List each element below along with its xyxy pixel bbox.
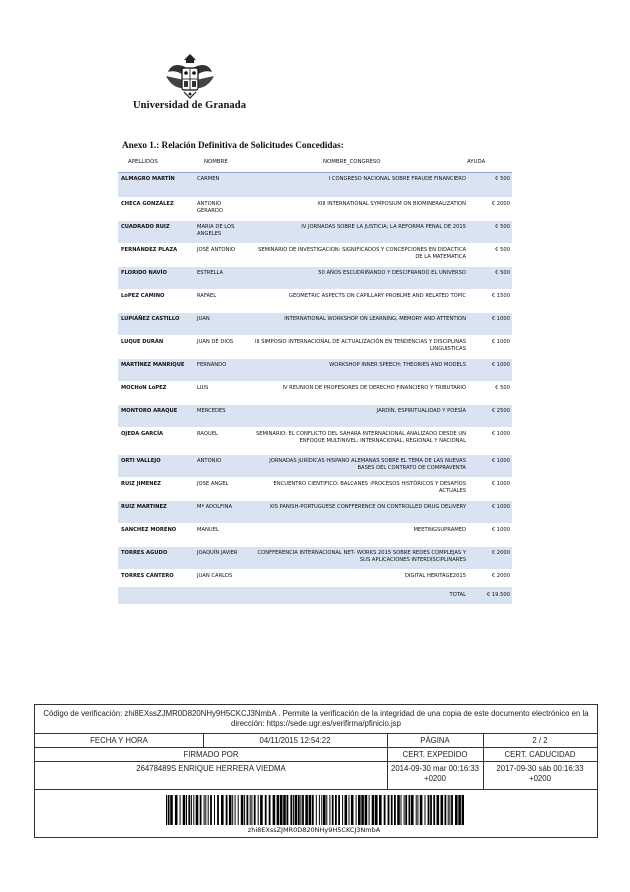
cell-congreso: III SIMPOSIO INTERNACIONAL DE ACTUALIZACIÓN EN TENDENCIAS Y DISCIPLINAS LINGUISTICAS <box>254 339 466 353</box>
cell-apellidos: FERNÁNDEZ PLAZA <box>121 247 178 253</box>
table-row <box>118 313 512 336</box>
table-row <box>118 455 512 478</box>
cell-ayuda: € 500 <box>495 247 510 253</box>
cell-nombre: JOSÉ ANTONIO <box>197 247 236 253</box>
cell-congreso: XIII INTERNATIONAL SYMPOSIUM ON BIOMINERALIZATION <box>317 201 466 207</box>
cell-ayuda: € 500 <box>495 270 510 276</box>
cell-apellidos: MARTÍNEZ MANRIQUE <box>121 362 185 368</box>
cell-congreso: GEOMETRIC ASPECTS ON CAPILLARY PROBLME AND RELATED TOPIC <box>288 293 466 299</box>
cell-nombre: LUIS <box>197 385 209 391</box>
cell-ayuda: € 2500 <box>491 408 510 414</box>
cell-ayuda: € 500 <box>495 385 510 391</box>
cell-ayuda: € 1000 <box>491 362 510 368</box>
table-row <box>118 570 512 587</box>
cell-ayuda: € 2000 <box>491 201 510 207</box>
cell-congreso: SEMINARIO: EL CONFLICTO DEL SAHARA INTERNACIONAL ANALIZADO DESDE UN ENFOQUE MULTINIVEL: INTERNACIONAL, REGIONAL Y NACIONAL <box>255 431 466 445</box>
total-value: € 19.500 <box>486 592 510 598</box>
caducidad-label: CERT. CADUCIDAD <box>504 750 576 759</box>
fecha-value: 04/11/2015 12:54:22 <box>259 736 331 745</box>
col-congreso: NOMBRE_CONGRESO <box>323 159 381 165</box>
cell-ayuda: € 1000 <box>491 504 510 510</box>
annex-title: Anexo 1.: Relación Definitiva de Solicitudes Concedidas: <box>122 140 344 150</box>
verification-code-text: Código de verificación: zhi8EXssZJMR0D820NHy9H5CKCJ3NmbA . Permite la verificación de la integridad de una copia de este documento electrónico en la dirección: https://sede.ugr.es/verifirma/pfinicio.jsp <box>43 709 589 728</box>
cell-nombre: MERCEDES <box>197 408 226 414</box>
cell-nombre: RAQUEL <box>197 431 218 437</box>
cell-congreso: DIGITAL HERITAGE2015 <box>405 573 466 579</box>
cell-nombre: JOSE ANGEL <box>197 481 229 487</box>
cell-ayuda: € 1000 <box>491 527 510 533</box>
cell-ayuda: € 2000 <box>491 573 510 579</box>
table-row <box>118 244 512 267</box>
col-ayuda: AYUDA <box>467 159 486 165</box>
cell-ayuda: € 2000 <box>491 550 510 556</box>
caducidad-value: 2017-09-30 sáb 00:16:33 +0200 <box>496 764 584 783</box>
cell-nombre: MANUEL <box>197 527 219 533</box>
cell-congreso: ENCUENTRO CIENTIFICO: BALCANES :PROCESOS HISTÓRICOS Y DESAFÍOS ACTUALES <box>273 481 466 495</box>
cell-ayuda: € 1000 <box>491 458 510 464</box>
barcode-text: zhi8EXssZJMR0D820NHy9H5CKCJ3NmbA <box>247 826 381 834</box>
cell-congreso: CONFFERENCIA INTERNACIONAL NET- WORKS 2015 SOBRE REDES COMPLEJAS Y SUS APLICACIONES INTERDISCIPLINARES <box>257 550 466 564</box>
table-row <box>118 405 512 428</box>
cell-apellidos: CHECA GONZÁLEZ <box>121 201 174 207</box>
table-header <box>118 152 512 173</box>
cell-nombre: Mª ADOLFINA <box>197 504 233 510</box>
cell-nombre: ESTRELLA <box>197 270 224 276</box>
cell-nombre: ANTONIO <box>197 458 222 464</box>
cell-nombre: JUAN DE DIOS <box>197 339 234 345</box>
cell-apellidos: MOCHóN LóPEZ <box>121 385 167 391</box>
cell-apellidos: LUPIÁÑEZ CASTILLO <box>121 316 180 322</box>
cell-congreso: MEETINGSUPRAMED <box>413 527 466 533</box>
table-row <box>118 221 512 244</box>
firmado-label: FIRMADO POR <box>183 750 239 759</box>
cell-ayuda: € 1000 <box>491 316 510 322</box>
cell-apellidos: MONTORO ARAQUE <box>121 408 178 414</box>
cell-congreso: JORNADAS JURÍDICAS HISPANO ALEMANAS SOBRE EL TEMA DE LAS NUEVAS BASES DEL CONTRATO DE COMPRAVENTA <box>269 458 466 472</box>
col-apellidos: APELLIDOS <box>128 159 158 165</box>
table-row <box>118 428 512 455</box>
firmado-value: 26478489S ENRIQUE HERRERA VIEDMA <box>136 764 286 773</box>
university-name: Universidad de Granada <box>133 100 247 111</box>
table-row <box>118 336 512 359</box>
table-row <box>118 382 512 405</box>
cell-ayuda: € 1000 <box>491 339 510 345</box>
table-row <box>118 547 512 570</box>
cell-congreso: SEMINARIO DE INVESTIGACION: SIGNIFICADOS Y CONCEPCIONES EN DIDACTICA DE LA MATEMATICA <box>258 247 466 261</box>
cell-nombre: MARIA DE LOS ANGELES <box>197 224 235 238</box>
verification-barcode <box>164 795 464 825</box>
cell-apellidos: SANCHEZ MORENO <box>121 527 177 533</box>
cell-apellidos: LóPEZ CAMINO <box>121 293 165 299</box>
cell-apellidos: ALMAGRO MARTÍN <box>121 176 175 182</box>
cell-congreso: JARDÍN, ESPIRITUALIDAD Y POESÍA <box>376 408 466 414</box>
cell-nombre: JUAN <box>197 316 210 322</box>
cell-ayuda: € 500 <box>495 176 510 182</box>
cell-congreso: WORKSHOP INNER SPEECH: THEORIES AND MODELS <box>329 362 466 368</box>
cell-apellidos: LUQUE DURÁN <box>121 339 164 345</box>
table-row <box>118 173 512 198</box>
grants-table <box>118 152 512 604</box>
cell-apellidos: FLORIDO NAVÍO <box>121 270 167 276</box>
table-row <box>118 524 512 547</box>
expedido-label: CERT. EXPEDIDO <box>402 750 468 759</box>
pagina-label: PÁGINA <box>420 736 450 745</box>
fecha-label: FECHA Y HORA <box>90 736 148 745</box>
cell-congreso: 50 AÑOS ESCUDRIÑANDO Y DESCIFRANDO EL UNIVERSO <box>318 270 466 276</box>
total-row <box>118 587 512 604</box>
table-row <box>118 198 512 221</box>
table-row <box>118 359 512 382</box>
cell-apellidos: ORTI VALLEJO <box>121 458 161 464</box>
expedido-value: 2014-09-30 mar 00:16:33 +0200 <box>391 764 479 783</box>
total-label: TOTAL <box>449 592 466 598</box>
cell-nombre: RAFAEL <box>197 293 217 299</box>
col-nombre: NOMBRE <box>204 159 228 165</box>
cell-apellidos: RUIZ MARTINEZ <box>121 504 167 510</box>
table-row <box>118 501 512 524</box>
cell-nombre: JUAN CARLOS <box>197 573 233 579</box>
cell-apellidos: RUIZ JIMENEZ <box>121 481 161 487</box>
university-crest-icon <box>162 50 218 100</box>
cell-ayuda: € 1000 <box>491 481 510 487</box>
cell-apellidos: TORRES CANTERO <box>121 573 174 579</box>
table-row <box>118 267 512 290</box>
cell-ayuda: € 1000 <box>491 431 510 437</box>
cell-nombre: CARMEN <box>197 176 220 182</box>
cell-ayuda: € 1500 <box>491 293 510 299</box>
cell-nombre: FERNANDO <box>197 362 227 368</box>
table-row <box>118 290 512 313</box>
cell-congreso: I CONGRESO NACIONAL SOBRE FRAUDE FINANCIERO <box>328 176 466 182</box>
cell-congreso: XIS PANISH-PORTUGUESE CONFFERENCE ON CONTROLLED DRUG DELIVERY <box>269 504 466 510</box>
cell-apellidos: TORRES AGUDO <box>121 550 168 556</box>
cell-apellidos: CUADRADO RUIZ <box>121 224 170 230</box>
pagina-value: 2 / 2 <box>532 736 548 745</box>
table-row <box>118 478 512 501</box>
cell-ayuda: € 500 <box>495 224 510 230</box>
cell-congreso: IV REUNION DE PROFESORES DE DERECHO FINANCIERO Y TRIBUTARIO <box>282 385 466 391</box>
cell-apellidos: OJEDA GARCÍA <box>121 431 164 437</box>
cell-congreso: IV JORNADAS SOBRE LA JUSTICIA; LA REFORMA PENAL DE 2015 <box>301 224 466 230</box>
cell-nombre: ANTONIO GERARDO <box>197 201 223 215</box>
cell-congreso: INTERNATIONAL WORKSHOP ON LEARNING, MEMORY AND ATTENTION <box>284 316 466 322</box>
cell-nombre: JOAQUÍN JAVIER <box>197 550 238 556</box>
